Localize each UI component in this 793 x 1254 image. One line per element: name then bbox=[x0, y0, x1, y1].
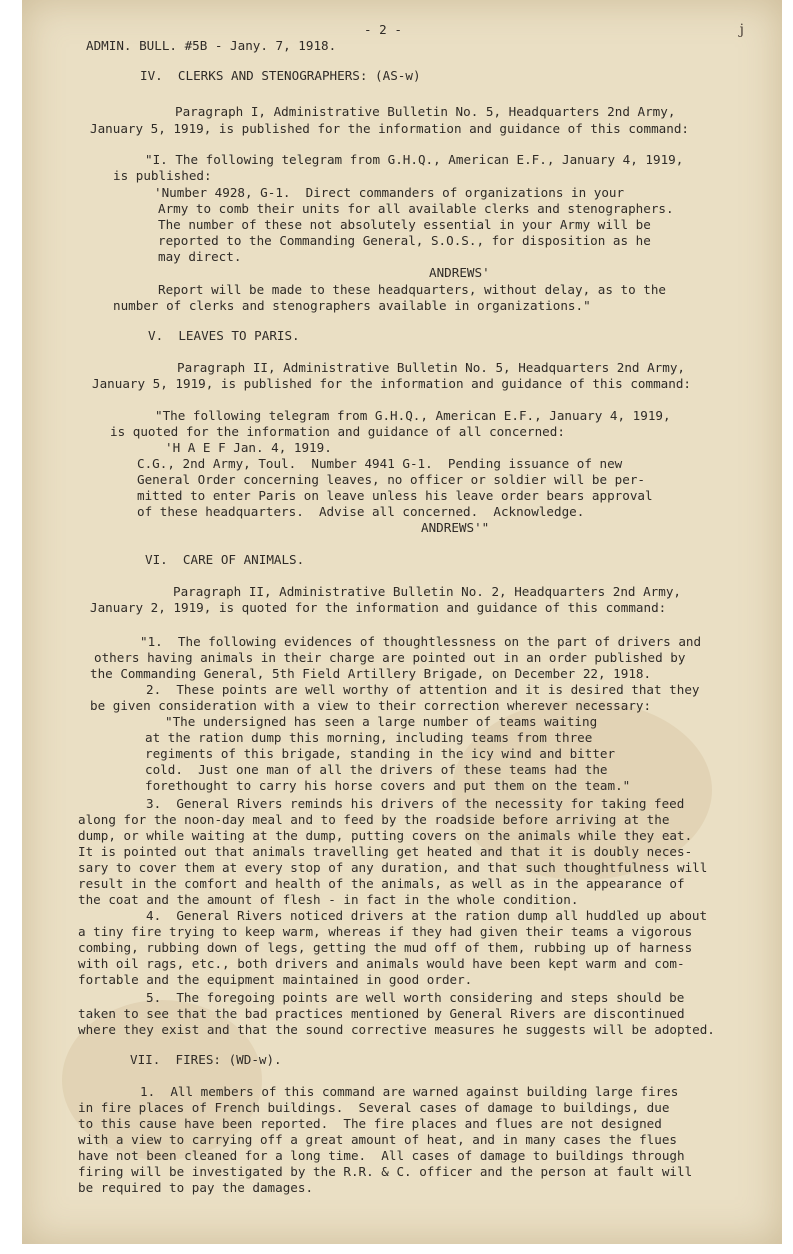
section-heading: VII. FIRES: (WD-w). bbox=[130, 1052, 282, 1067]
telegram-body-line: mitted to enter Paris on leave unless his leave order bears approval bbox=[137, 488, 653, 503]
paragraph-line: with a view to carrying off a great amount of heat, and in many cases the flues bbox=[78, 1132, 677, 1147]
paragraph-line: 3. General Rivers reminds his drivers of the necessity for taking feed bbox=[146, 796, 685, 811]
paragraph-line: with oil rags, etc., both drivers and animals would have been kept warm and com- bbox=[78, 956, 685, 971]
paragraph-line: where they exist and that the sound corrective measures he suggests will be adopted. bbox=[78, 1022, 715, 1037]
page-number: - 2 - bbox=[364, 22, 402, 37]
paragraph-line: others having animals in their charge are pointed out in an order published by bbox=[94, 650, 686, 665]
section-intro-line: January 5, 1919, is published for the information and guidance of this command: bbox=[92, 376, 691, 391]
quote-line: cold. Just one man of all the drivers of these teams had the bbox=[145, 762, 608, 777]
paragraph-line: the coat and the amount of flesh - in fact in the whole condition. bbox=[78, 892, 579, 907]
section-heading: VI. CARE OF ANIMALS. bbox=[145, 552, 305, 567]
paragraph-line: 5. The foregoing points are well worth considering and steps should be bbox=[146, 990, 685, 1005]
section-intro-line: Paragraph II, Administrative Bulletin No. 2, Headquarters 2nd Army, bbox=[173, 584, 681, 599]
paragraph-line: It is pointed out that animals travelling get heated and that it is doubly neces- bbox=[78, 844, 693, 859]
paragraph-line: to this cause have been reported. The fire places and flues are not designed bbox=[78, 1116, 662, 1131]
paragraph-line: a tiny fire trying to keep warm, whereas if they had given their teams a vigorous bbox=[78, 924, 693, 939]
section-intro-line: Paragraph II, Administrative Bulletin No. 5, Headquarters 2nd Army, bbox=[177, 360, 685, 375]
paragraph-line: sary to cover them at every stop of any duration, and that such thoughtfulness will bbox=[78, 860, 708, 875]
quote-line: regiments of this brigade, standing in the icy wind and bitter bbox=[145, 746, 616, 761]
signature: ANDREWS'" bbox=[421, 520, 490, 535]
signature: ANDREWS' bbox=[429, 265, 490, 280]
paragraph-line: the Commanding General, 5th Field Artillery Brigade, on December 22, 1918. bbox=[90, 666, 652, 681]
telegram-body-line: reported to the Commanding General, S.O.S., for disposition as he bbox=[158, 233, 651, 248]
paragraph-line: 2. These points are well worthy of attention and it is desired that they bbox=[146, 682, 700, 697]
paragraph-line: taken to see that the bad practices mentioned by General Rivers are discontinued bbox=[78, 1006, 685, 1021]
paragraph-line: along for the noon-day meal and to feed by the roadside before arriving at the bbox=[78, 812, 670, 827]
document-page bbox=[22, 0, 782, 1244]
paragraph-line: in fire places of French buildings. Several cases of damage to buildings, due bbox=[78, 1100, 670, 1115]
paragraph-line: 4. General Rivers noticed drivers at the ration dump all huddled up about bbox=[146, 908, 708, 923]
haef-line: 'H A E F Jan. 4, 1919. bbox=[165, 440, 332, 455]
telegram-body-line: 'Number 4928, G-1. Direct commanders of organizations in your bbox=[154, 185, 625, 200]
paragraph-line: result in the comfort and health of the animals, as well as in the appearance of bbox=[78, 876, 685, 891]
telegram-body-line: General Order concerning leaves, no officer or soldier will be per- bbox=[137, 472, 645, 487]
bulletin-header: ADMIN. BULL. #5B - Jany. 7, 1918. bbox=[86, 38, 337, 53]
quote-line: at the ration dump this morning, including teams from three bbox=[145, 730, 593, 745]
section-heading: V. LEAVES TO PARIS. bbox=[148, 328, 300, 343]
paragraph-line: fortable and the equipment maintained in good order. bbox=[78, 972, 473, 987]
quote-line: "The undersigned has seen a large number of teams waiting bbox=[165, 714, 598, 729]
section-intro-line: January 5, 1919, is published for the information and guidance of this command: bbox=[90, 121, 689, 136]
telegram-body-line: The number of these not absolutely essential in your Army will be bbox=[158, 217, 651, 232]
paragraph-line: firing will be investigated by the R.R. & C. officer and the person at fault will bbox=[78, 1164, 693, 1179]
telegram-intro-line: "The following telegram from G.H.Q., American E.F., January 4, 1919, bbox=[155, 408, 671, 423]
telegram-intro-line: is published: bbox=[113, 168, 212, 183]
telegram-body-line: may direct. bbox=[158, 249, 242, 264]
report-line: number of clerks and stenographers available in organizations." bbox=[113, 298, 591, 313]
paragraph-line: "1. The following evidences of thoughtlessness on the part of drivers and bbox=[140, 634, 702, 649]
paragraph-line: be given consideration with a view to their correction wherever necessary: bbox=[90, 698, 652, 713]
paragraph-line: have not been cleaned for a long time. All cases of damage to buildings through bbox=[78, 1148, 685, 1163]
telegram-body-line: Army to comb their units for all available clerks and stenographers. bbox=[158, 201, 674, 216]
report-line: Report will be made to these headquarters, without delay, as to the bbox=[158, 282, 666, 297]
section-heading: IV. CLERKS AND STENOGRAPHERS: (AS-w) bbox=[140, 68, 421, 83]
telegram-body-line: C.G., 2nd Army, Toul. Number 4941 G-1. Pending issuance of new bbox=[137, 456, 623, 471]
telegram-intro-line: "I. The following telegram from G.H.Q., American E.F., January 4, 1919, bbox=[145, 152, 684, 167]
corner-mark: j bbox=[739, 22, 744, 38]
paragraph-line: combing, rubbing down of legs, getting the mud off of them, rubbing up of harness bbox=[78, 940, 693, 955]
paragraph-line: 1. All members of this command are warned against building large fires bbox=[140, 1084, 679, 1099]
telegram-intro-line: is quoted for the information and guidance of all concerned: bbox=[110, 424, 565, 439]
paragraph-line: dump, or while waiting at the dump, putting covers on the animals while they eat. bbox=[78, 828, 693, 843]
paragraph-line: be required to pay the damages. bbox=[78, 1180, 314, 1195]
section-intro-line: Paragraph I, Administrative Bulletin No. 5, Headquarters 2nd Army, bbox=[175, 104, 676, 119]
section-intro-line: January 2, 1919, is quoted for the information and guidance of this command: bbox=[90, 600, 667, 615]
telegram-body-line: of these headquarters. Advise all concerned. Acknowledge. bbox=[137, 504, 585, 519]
quote-line: forethought to carry his horse covers and put them on the team." bbox=[145, 778, 631, 793]
